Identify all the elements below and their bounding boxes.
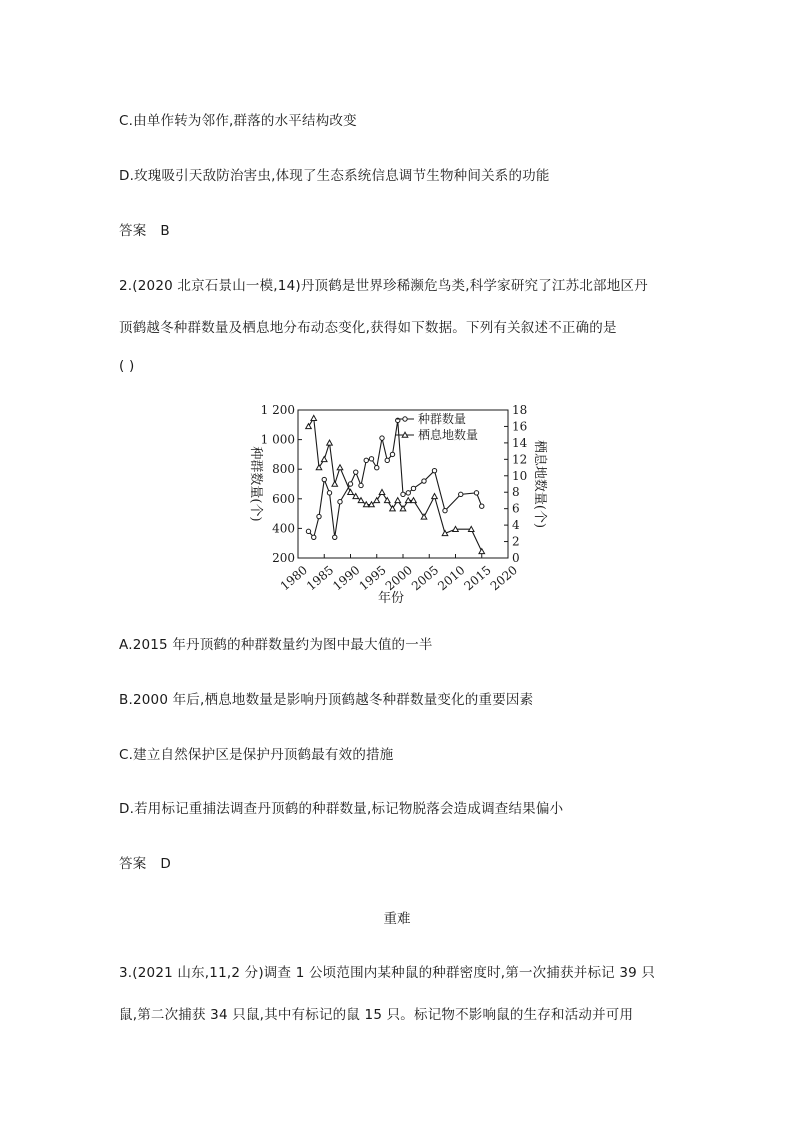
x-tick-label: 2000 [382,562,416,594]
population-point [312,535,316,539]
right-tick-label: 0 [512,551,520,565]
section-heading: 重难 [383,911,411,927]
option-c-prev: C.由单作转为邻作,群落的水平结构改变 [119,113,357,129]
population-point [401,492,405,496]
answer-value: D [160,856,172,872]
right-tick-label: 14 [512,435,528,450]
habitat-point [311,415,317,420]
habitat-point [421,514,427,519]
left-tick-label: 800 [272,462,295,477]
population-point [375,466,379,470]
habitat-point [432,494,438,499]
right-tick-label: 12 [512,452,528,467]
x-tick-label: 1995 [356,562,389,594]
population-point [364,458,368,462]
habitat-point [321,457,327,462]
chart-ticks [261,403,528,593]
population-point [443,508,447,512]
left-tick-label: 600 [272,491,295,506]
habitat-point [379,489,385,494]
left-tick-label: 400 [272,521,295,536]
right-tick-label: 6 [512,501,520,516]
population-habitat-chart [236,398,547,608]
x-axis-label: 年份 [377,591,405,606]
option-d: D.若用标记重捕法调查丹顶鹤的种群数量,标记物脱落会造成调查结果偏小 [119,801,564,817]
population-point [385,458,389,462]
right-tick-label: 18 [512,403,528,417]
answer-label: 答案 [119,223,147,239]
population-point [354,470,358,474]
habitat-point [327,440,333,445]
population-point [322,477,326,481]
habitat-point [332,481,338,486]
habitat-point [479,549,485,554]
x-tick-label: 1985 [303,562,337,594]
habitat-point [384,498,390,503]
left-tick-label: 200 [272,551,295,565]
answer-value: B [160,223,170,239]
habitat-point [316,465,322,470]
habitat-point [374,498,380,503]
habitat-point [400,506,406,511]
population-point [369,457,373,461]
option-d-prev: D.玫瑰吸引天敌防治害虫,体现了生态系统信息调节生物种间关系的功能 [119,168,550,184]
question-2-line-2: 顶鹤越冬种群数量及栖息地分布动态变化,获得如下数据。下列有关叙述不正确的是 [119,320,617,336]
question-2-line-1: 2.(2020 北京石景山一模,14)丹顶鹤是世界珍稀濒危鸟类,科学家研究了江苏北部地区丹 [119,278,648,294]
population-point [390,452,394,456]
x-tick-label: 2015 [461,562,494,594]
population-point [474,491,478,495]
population-point [422,479,426,483]
right-tick-label: 2 [512,534,520,549]
left-tick-label: 1 000 [260,432,295,447]
question-3-line-2: 鼠,第二次捕获 34 只鼠,其中有标记的鼠 15 只。标记物不影响鼠的生存和活动并可用 [119,1007,634,1023]
chart-legend [396,411,478,442]
right-tick-label: 10 [512,468,528,483]
habitat-point [453,526,459,531]
right-tick-label: 4 [512,518,520,533]
habitat-point [411,498,417,503]
habitat-point [395,498,401,503]
habitat-point [405,498,411,503]
population-point [359,483,363,487]
population-point [338,500,342,504]
right-axis-label: 栖息地数量(个) [532,439,547,529]
population-point [459,492,463,496]
population-point [306,529,310,533]
x-tick-label: 2005 [408,562,442,594]
population-point [333,535,337,539]
answer-2 [119,852,185,872]
legend-label-population: 种群数量 [418,412,467,426]
right-tick-label: 8 [512,485,520,500]
x-tick-label: 1990 [330,562,363,594]
x-tick-label: 2020 [487,562,521,594]
population-point [348,482,352,486]
habitat-point [390,506,396,511]
habitat-point [306,424,312,429]
habitat-point [348,489,354,494]
left-tick-label: 1 200 [260,403,295,417]
x-tick-label: 2010 [435,562,468,594]
population-point [411,486,415,490]
question-3-line-1: 3.(2021 山东,11,2 分)调查 1 公顷范围内某种鼠的种群密度时,第一次捕获并标记 39 只 [119,965,656,981]
answer-label: 答案 [119,856,147,872]
option-a: A.2015 年丹顶鹤的种群数量约为图中最大值的一半 [119,637,433,653]
answer-1 [119,219,184,239]
population-point [327,491,331,495]
option-c: C.建立自然保护区是保护丹顶鹤最有效的措施 [119,747,394,763]
legend-marker-population [403,417,407,421]
question-2-paren: ( ) [119,358,135,374]
option-b: B.2000 年后,栖息地数量是影响丹顶鹤越冬种群数量变化的重要因素 [119,692,534,708]
habitat-point [468,526,474,531]
population-point [480,504,484,508]
habitat-point [337,465,343,470]
population-point [380,436,384,440]
left-axis-label: 种群数量(个) [248,446,263,522]
x-tick-label: 1980 [277,562,311,594]
population-point [406,491,410,495]
population-point [317,514,321,518]
right-tick-label: 16 [512,419,528,434]
legend-label-habitat: 栖息地数量 [418,428,479,442]
population-point [432,468,436,472]
legend-marker-habitat [402,432,408,437]
habitat-point [442,531,448,536]
